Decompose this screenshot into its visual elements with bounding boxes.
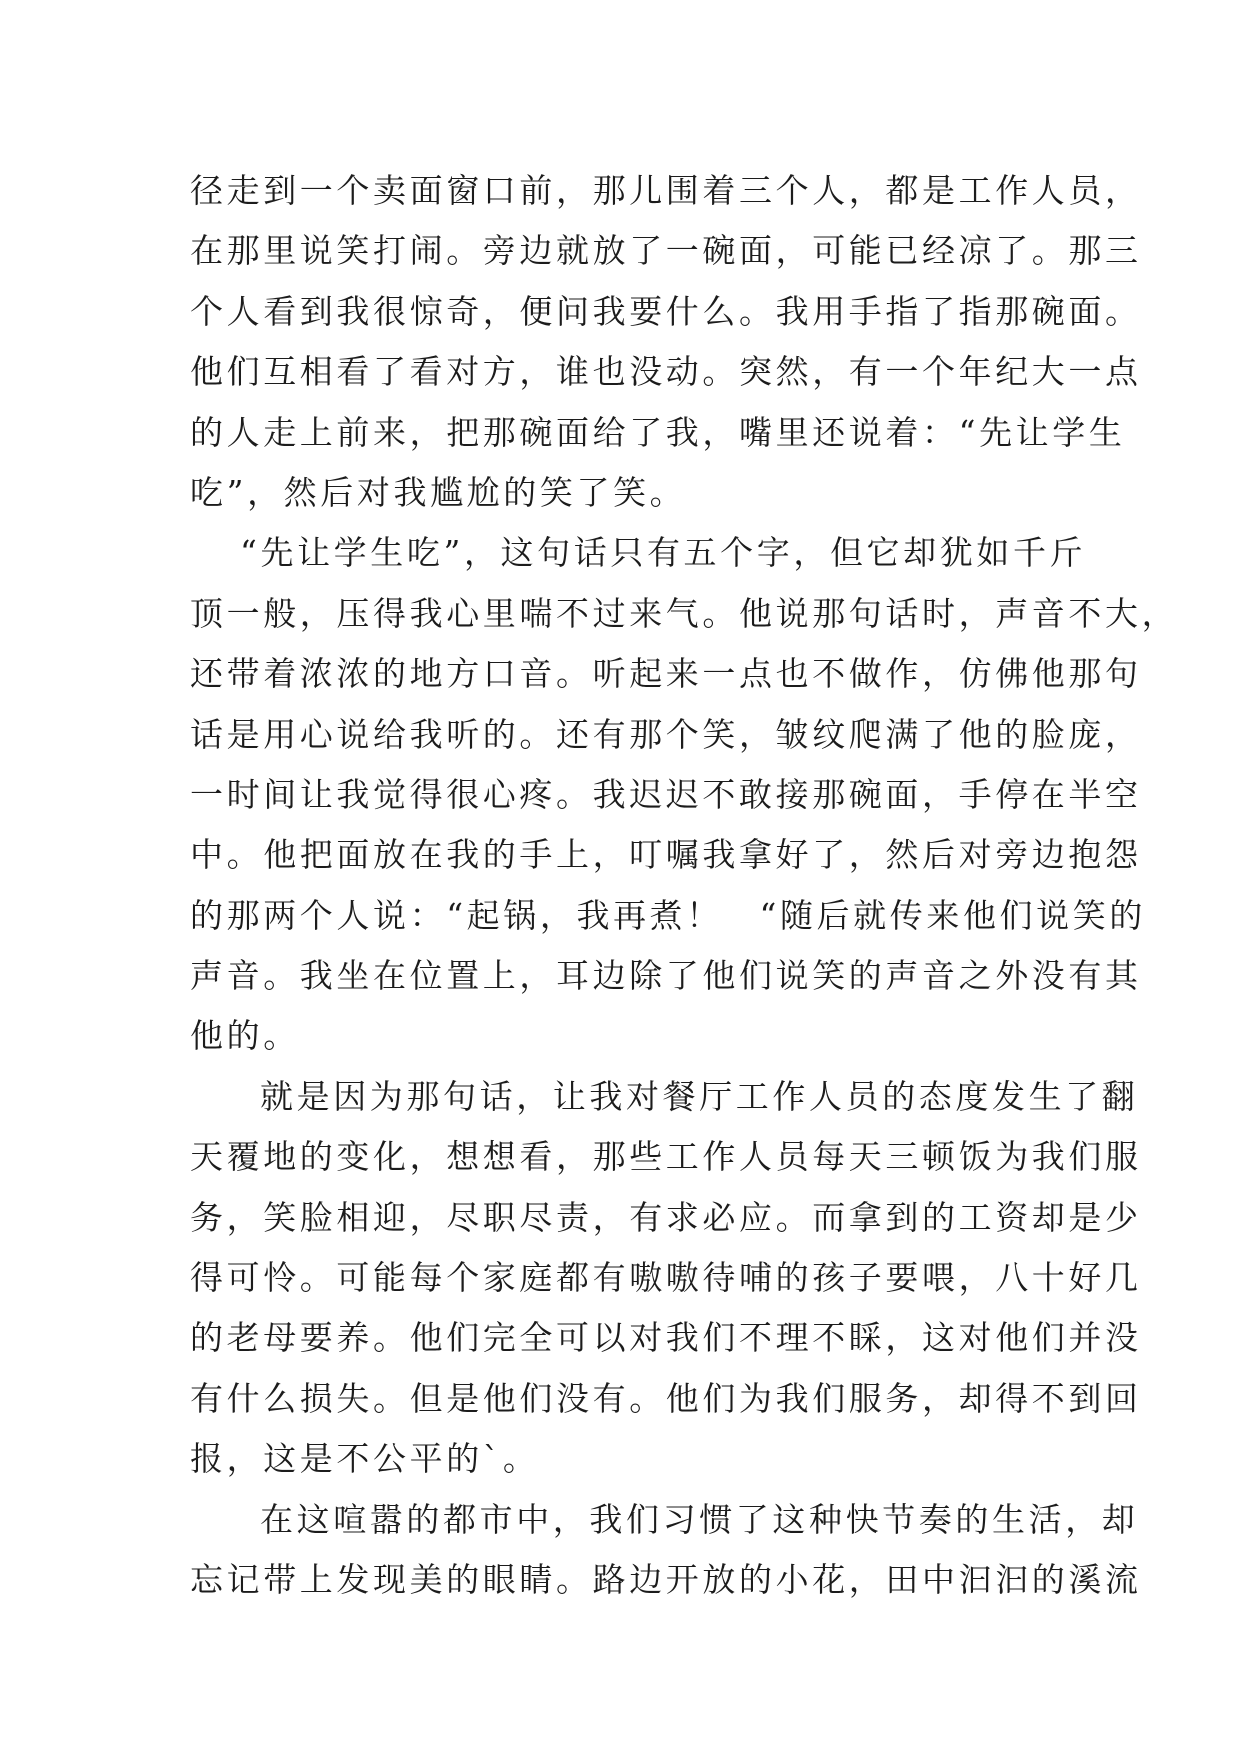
text-line: 他们互相看了看对方，谁也没动。突然，有一个年纪大一点 [190,352,1142,392]
text-line: 话是用心说给我听的。还有那个笑，皱纹爬满了他的脸庞， [190,714,1142,754]
text-line: 得可怜。可能每个家庭都有嗷嗷待哺的孩子要喂，八十好几 [190,1258,1142,1298]
text-line: 天覆地的变化，想想看，那些工作人员每天三顿饭为我们服 [190,1137,1142,1177]
body-text [190,161,1179,1610]
text-line: 个人看到我很惊奇，便问我要什么。我用手指了指那碗面。 [190,291,1142,331]
text-line: “先让学生吃”，这句话只有五个字，但它却犹如千斤 [240,533,1087,573]
text-line: 还带着浓浓的地方口音。听起来一点也不做作，仿佛他那句 [190,654,1142,694]
text-line: 他的。 [190,1016,300,1056]
text-line: 中。他把面放在我的手上，叮嘱我拿好了，然后对旁边抱怨 [190,835,1142,875]
text-line: 一时间让我觉得很心疼。我迟迟不敢接那碗面，手停在半空 [190,774,1142,814]
text-line: 顶一般，压得我心里喘不过来气。他说那句话时，声音不大， [190,593,1179,633]
text-line: 在那里说笑打闹。旁边就放了一碗面，可能已经凉了。那三 [190,231,1142,271]
text-line: 就是因为那句话，让我对餐厅工作人员的态度发生了翻 [260,1076,1139,1116]
text-line: 声音。我坐在位置上，耳边除了他们说笑的声音之外没有其 [190,956,1142,996]
text-line: 径走到一个卖面窗口前，那儿围着三个人，都是工作人员， [190,171,1142,210]
text-line: 有什么损失。但是他们没有。他们为我们服务，却得不到回 [190,1378,1142,1418]
text-line: 报，这是不公平的`。 [190,1439,540,1479]
text-line: 的那两个人说：“起锅，我再煮！ “随后就传来他们说笑的 [190,895,1146,935]
text-line: 吃”，然后对我尴尬的笑了笑。 [190,472,687,512]
text-line: 的老母要养。他们完全可以对我们不理不睬，这对他们并没 [190,1318,1142,1358]
text-line: 忘记带上发现美的眼睛。路边开放的小花，田中汩汩的溪流 [190,1559,1142,1599]
text-line: 在这喧嚣的都市中，我们习惯了这种快节奏的生活，却 [260,1499,1139,1539]
text-line: 务，笑脸相迎，尽职尽责，有求必应。而拿到的工资却是少 [190,1197,1142,1237]
text-line: 的人走上前来，把那碗面给了我，嘴里还说着：“先让学生 [190,412,1126,452]
